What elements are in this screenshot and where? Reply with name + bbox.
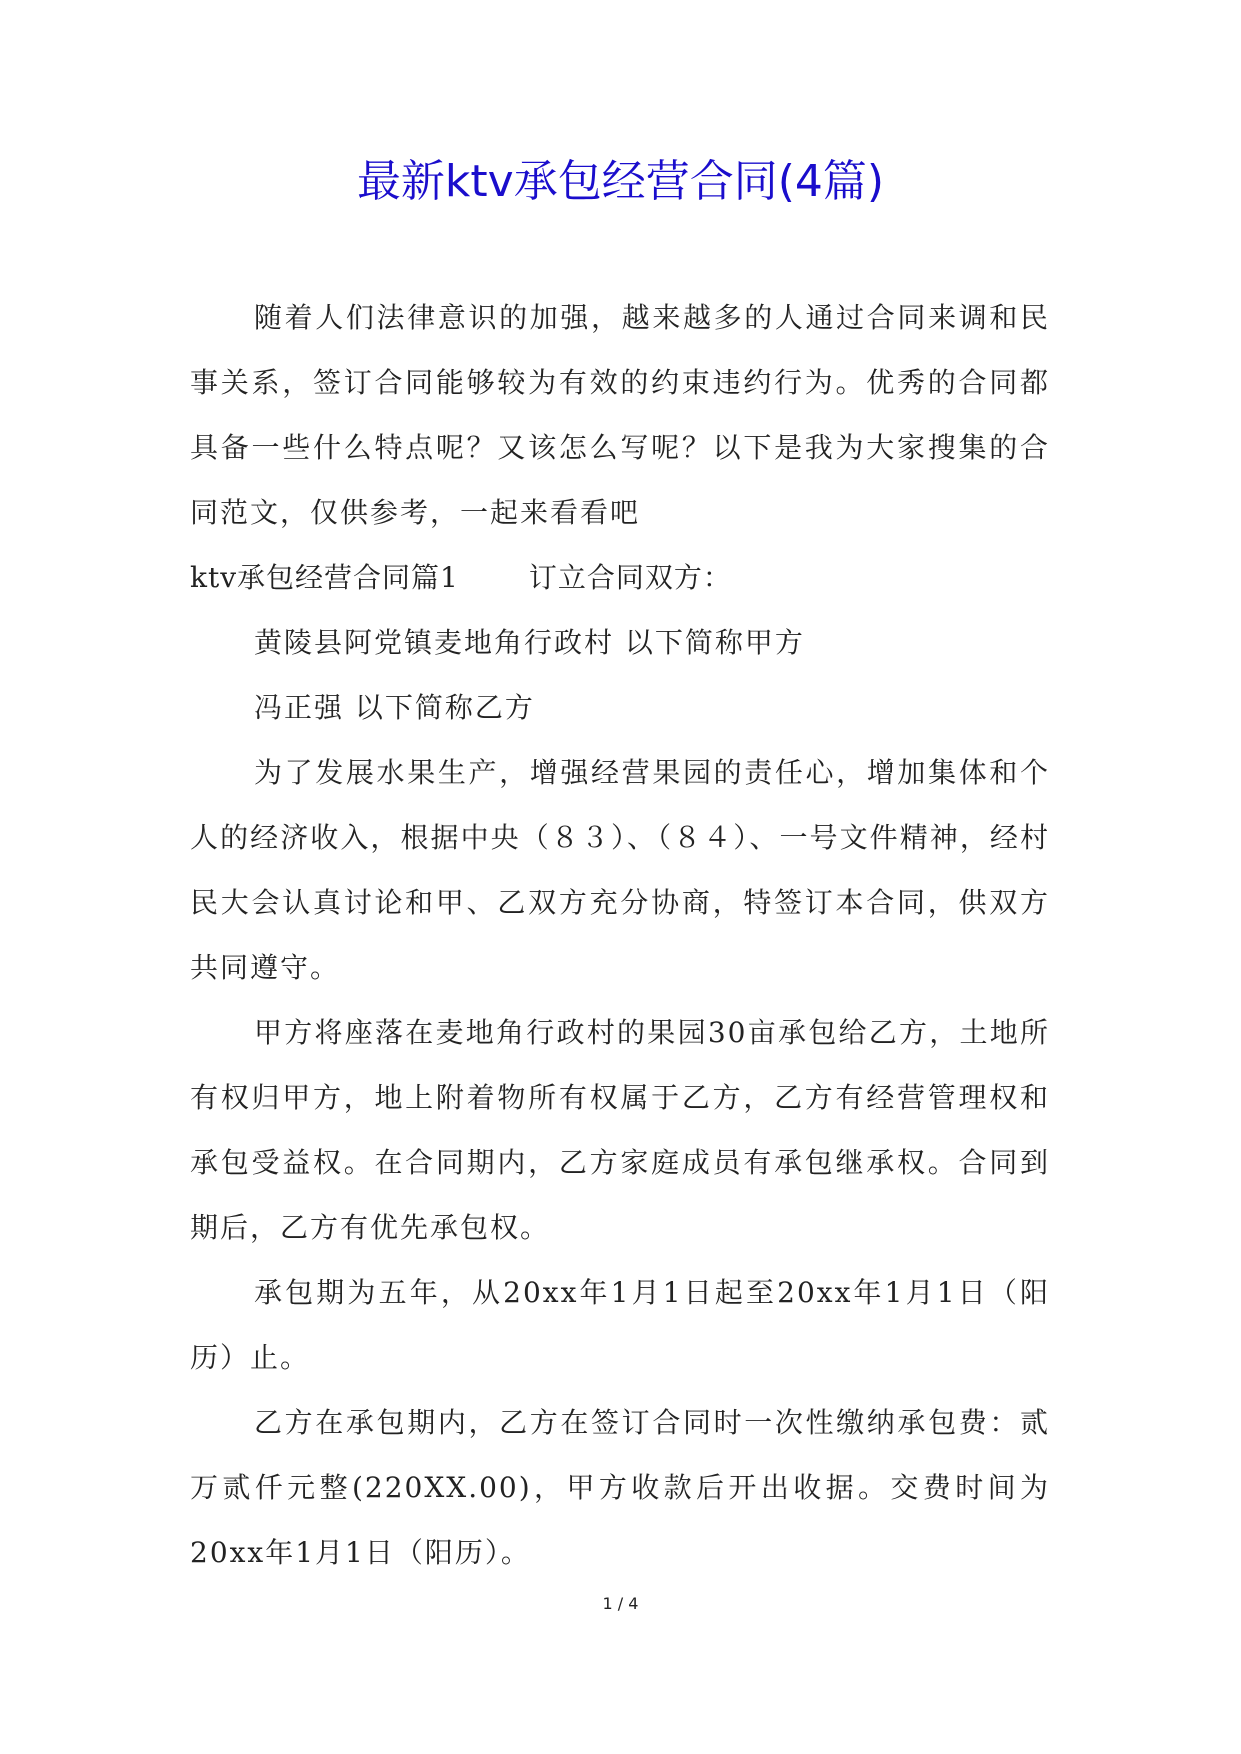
intro-paragraph: 随着人们法律意识的加强，越来越多的人通过合同来调和民事关系，签订合同能够较为有效的约束违约行为。优秀的合同都具备一些什么特点呢？又该怎么写呢？以下是我为大家搜集的合同范文，仅供参考，一起来看看吧: [190, 301, 1050, 529]
land-paragraph: 甲方将座落在麦地角行政村的果园30亩承包给乙方，土地所有权归甲方，地上附着物所有权属于乙方，乙方有经营管理权和承包受益权。在合同期内，乙方家庭成员有承包继承权。合同到期后，乙方有优先承包权。: [190, 1016, 1050, 1244]
term-paragraph: 承包期为五年，从20xx年1月1日起至20xx年1月1日（阳历）止。: [190, 1276, 1050, 1374]
purpose-paragraph: 为了发展水果生产，增强经营果园的责任心，增加集体和个人的经济收入，根据中央（８３）、（８４）、一号文件精神，经村民大会认真讨论和甲、乙双方充分协商，特签订本合同，供双方共同遵守。: [190, 756, 1050, 984]
document-title: 最新ktv承包经营合同(4篇): [356, 156, 885, 207]
party-b-paragraph: 冯正强 以下简称乙方: [254, 691, 535, 724]
fee-paragraph: 乙方在承包期内，乙方在签订合同时一次性缴纳承包费：贰万贰仟元整(220XX.00)，甲方收款后开出收据。交费时间为20xx年1月1日（阳历）。: [190, 1406, 1050, 1569]
page-number: 1 / 4: [602, 1594, 639, 1613]
section-heading: ktv承包经营合同篇1: [190, 561, 459, 594]
section-subheading: 订立合同双方：: [528, 561, 732, 594]
document-body: [190, 285, 1050, 1585]
section-heading-line: [190, 545, 1050, 610]
party-a-paragraph: 黄陵县阿党镇麦地角行政村 以下简称甲方: [254, 626, 805, 659]
